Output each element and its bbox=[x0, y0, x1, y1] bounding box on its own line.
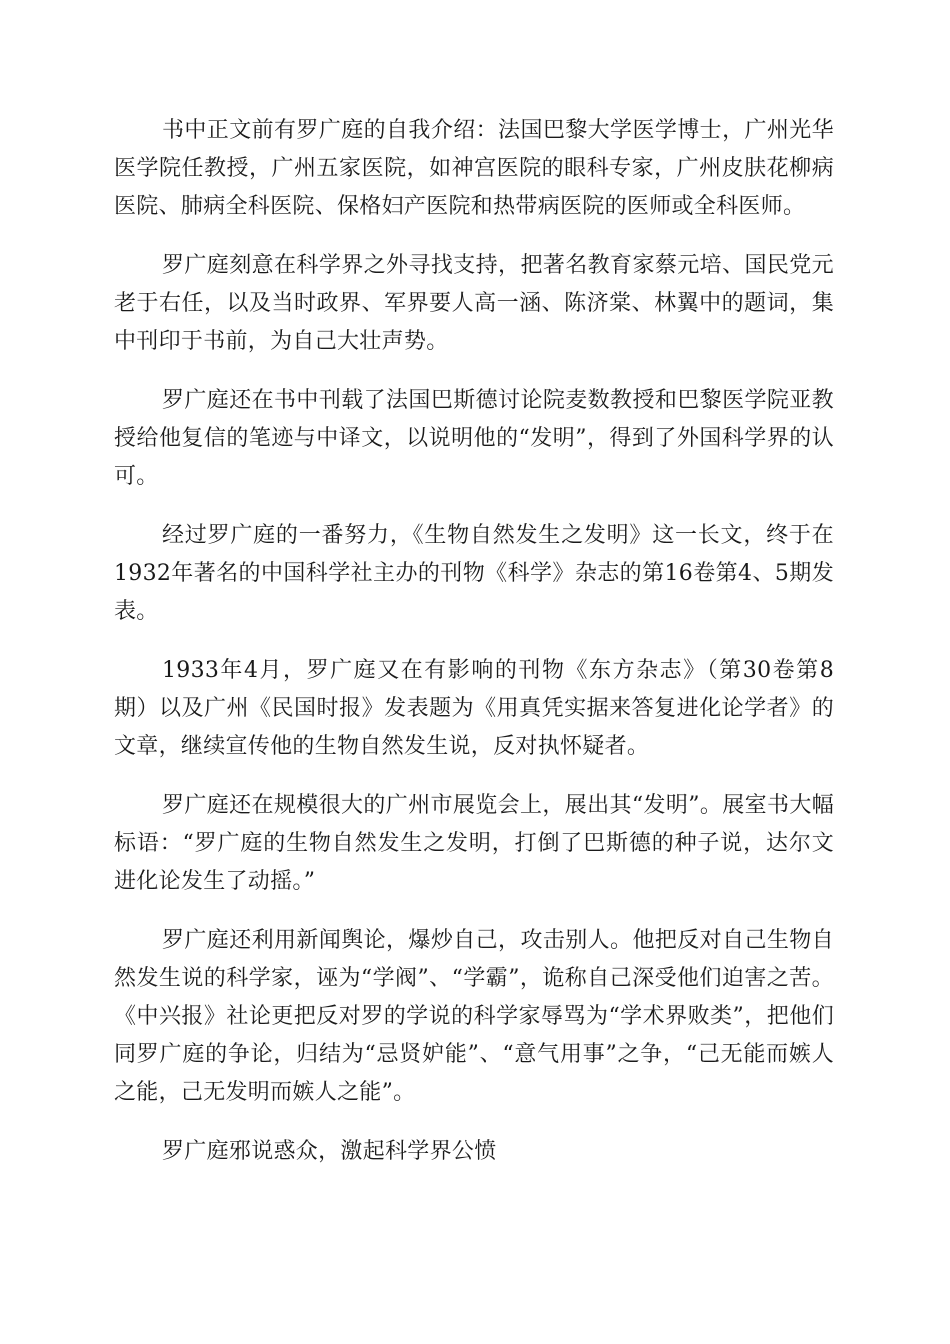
paragraph-media-campaign: 罗广庭还利用新闻舆论，爆炒自己，攻击别人。他把反对自己生物自然发生说的科学家，诬为“学阀”、“学霸”，诡称自己深受他们迫害之苦。《中兴报》社论更把反对罗的学说的科学家辱骂为“学术界败类”，把他们同罗广庭的争论，归结为“忌贤妒能”、“意气用事”之争，“己无能而嫉人之能，己无发明而嫉人之能”。 bbox=[114, 928, 834, 1105]
paragraph-section-heading: 罗广庭邪说惑众，激起科学界公愤 bbox=[162, 1139, 497, 1164]
paragraph-publication-1932: 经过罗广庭的一番努力，《生物自然发生之发明》这一长文，终于在1932年著名的中国科学社主办的刊物《科学》杂志的第16卷第4、5期发表。 bbox=[114, 523, 834, 624]
document-body bbox=[114, 112, 834, 1192]
paragraph-endorsements: 罗广庭刻意在科学界之外寻找支持，把著名教育家蔡元培、国民党元老于右任，以及当时政界、军界要人高一涵、陈济棠、林翼中的题词，集中刊印于书前，为自己大壮声势。 bbox=[114, 253, 834, 354]
paragraph-self-introduction: 书中正文前有罗广庭的自我介绍：法国巴黎大学医学博士，广州光华医学院任教授，广州五家医院，如神宫医院的眼科专家，广州皮肤花柳病医院、肺病全科医院、保格妇产医院和热带病医院的医师或全科医师。 bbox=[114, 118, 834, 219]
paragraph-exhibition: 罗广庭还在规模很大的广州市展览会上，展出其“发明”。展室书大幅标语：“罗广庭的生物自然发生之发明，打倒了巴斯德的种子说，达尔文进化论发生了动摇。” bbox=[114, 793, 834, 894]
paragraph-publication-1933: 1933年4月，罗广庭又在有影响的刊物《东方杂志》（第30卷第8期）以及广州《民国时报》发表题为《用真凭实据来答复进化论学者》的文章，继续宣传他的生物自然发生说，反对执怀疑者。 bbox=[114, 658, 834, 759]
paragraph-foreign-letters: 罗广庭还在书中刊载了法国巴斯德讨论院麦数教授和巴黎医学院亚教授给他复信的笔迹与中译文，以说明他的“发明”，得到了外国科学界的认可。 bbox=[114, 388, 834, 489]
